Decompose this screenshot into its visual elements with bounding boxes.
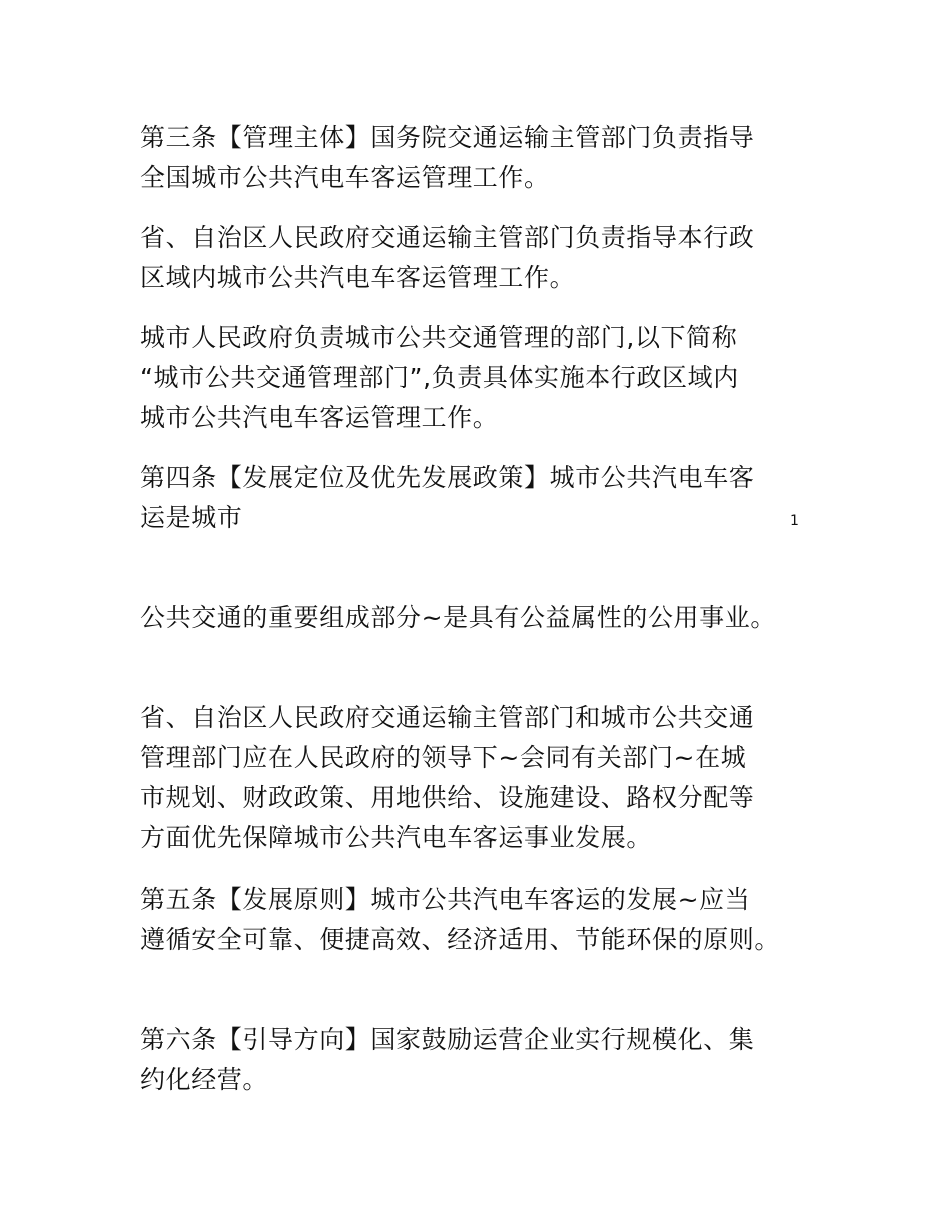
text-line: 市规划、财政政策、用地供给、设施建设、路权分配等 xyxy=(140,783,755,812)
text-line: 城市公共汽电车客运管理工作。 xyxy=(140,403,499,432)
paragraph-priority-guarantee xyxy=(140,698,820,858)
text-line: 约化经营。 xyxy=(140,1065,269,1094)
text-line: 第五条【发展原则】城市公共汽电车客运的发展~应当 xyxy=(140,885,751,914)
text-line: 区域内城市公共汽电车客运管理工作。 xyxy=(140,263,576,292)
paragraph-article-3 xyxy=(140,118,820,198)
text-line: 管理部门应在人民政府的领导下~会同有关部门~在城 xyxy=(140,743,747,772)
text-line: 公共交通的重要组成部分~是具有公益属性的公用事业。 xyxy=(140,603,776,632)
text-line: “城市公共交通管理部门”,负责具体实施本行政区域内 xyxy=(140,363,739,392)
text-line: 遵循安全可靠、便捷高效、经济适用、节能环保的原则。 xyxy=(140,925,781,954)
paragraph-public-welfare xyxy=(140,598,820,638)
text-line: 运是城市 xyxy=(140,503,243,532)
paragraph-article-5 xyxy=(140,880,820,960)
text-line: 城市人民政府负责城市公共交通管理的部门,以下简称 xyxy=(140,323,738,352)
text-line: 第四条【发展定位及优先发展政策】城市公共汽电车客 xyxy=(140,463,755,492)
text-line: 第六条【引导方向】国家鼓励运营企业实行规模化、集 xyxy=(140,1025,755,1054)
text-line: 第三条【管理主体】国务院交通运输主管部门负责指导 xyxy=(140,123,755,152)
text-line: 方面优先保障城市公共汽电车客运事业发展。 xyxy=(140,823,653,852)
page-number: 1 xyxy=(790,513,799,529)
paragraph-city-responsibility xyxy=(140,318,820,438)
paragraph-provincial-responsibility xyxy=(140,218,820,298)
paragraph-article-6 xyxy=(140,1020,820,1100)
text-line: 全国城市公共汽电车客运管理工作。 xyxy=(140,163,550,192)
text-line: 省、自治区人民政府交通运输主管部门和城市公共交通 xyxy=(140,703,755,732)
paragraph-article-4 xyxy=(140,458,820,538)
text-line: 省、自治区人民政府交通运输主管部门负责指导本行政 xyxy=(140,223,755,252)
